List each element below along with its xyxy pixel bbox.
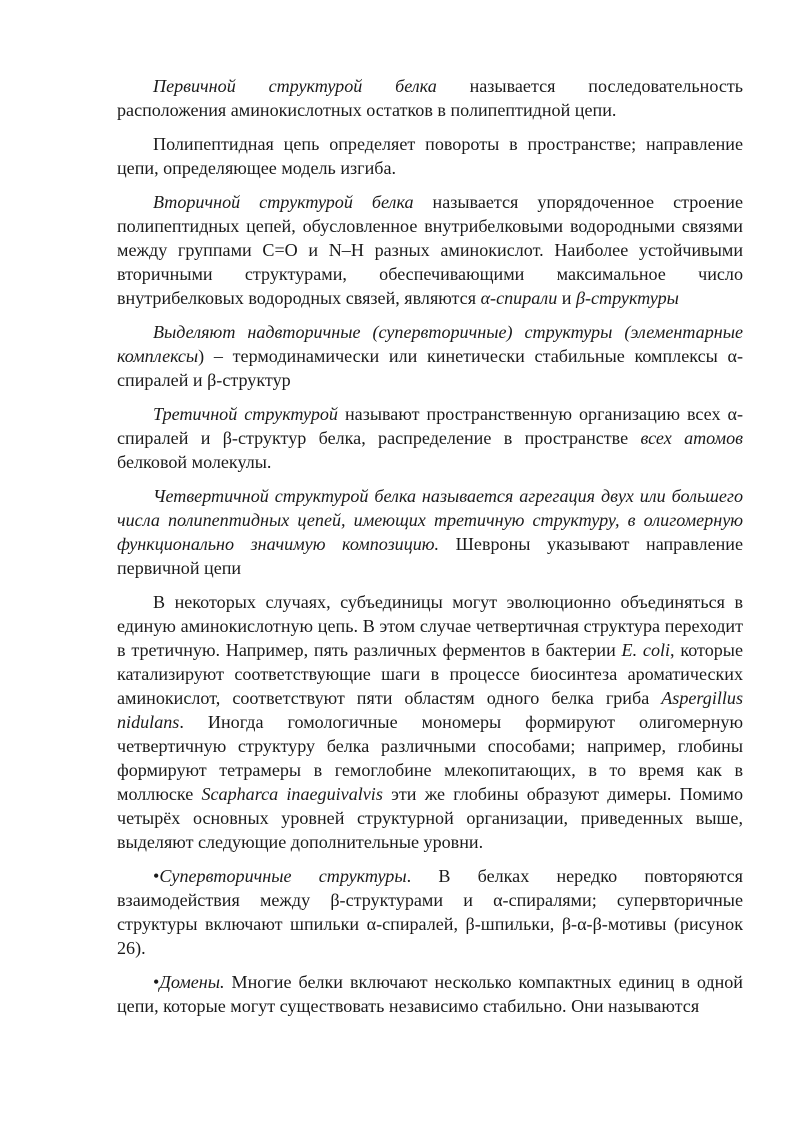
paragraph-subunits-evolution xyxy=(117,590,743,854)
text-run: В некоторых случаях, субъединицы могут эволюционно объединяться в единую аминокислотную цепь. В этом случае четвертичная структура переходит в третичную. Например, пять различных ферментов в бактерии xyxy=(117,592,743,660)
text-run: белковой молекулы. xyxy=(117,452,272,472)
text-run: и xyxy=(557,288,576,308)
italic-text-run: Первичной структурой белка xyxy=(153,76,437,96)
text-run: , которые катализируют соответствующие шаги в процессе биосинтеза ароматических аминокислот, соответствуют пяти областям одного белка гриба xyxy=(117,640,743,708)
text-run: Полипептидная цепь определяет повороты в пространстве; направление цепи, определяющее модель изгиба. xyxy=(117,134,743,178)
paragraph-supersecondary xyxy=(117,320,743,392)
paragraph-quaternary-structure xyxy=(117,484,743,580)
italic-text-run: Aspergillus nidulans xyxy=(117,688,743,732)
text-run: называют пространственную организацию всех α-спиралей и β-структур белка, распределение в пространстве xyxy=(117,404,743,448)
text-run: . Иногда гомологичные мономеры формируют олигомерную четвертичную структуру белка различными способами; например, глобины формируют тетрамеры в гемоглобине млекопитающих, в то время как в моллюске xyxy=(117,712,743,804)
italic-text-run: β-структуры xyxy=(575,288,679,308)
italic-text-run: α-спирали xyxy=(480,288,558,308)
italic-text-run: Третичной структурой xyxy=(153,404,338,424)
text-run: Шевроны указывают направление первичной цепи xyxy=(117,534,744,578)
paragraph-chain-turns xyxy=(117,132,743,180)
italic-text-run: Вторичной структурой белка xyxy=(153,192,414,212)
italic-text-run: Четвертичной структурой белка называется агрегация двух или большего числа полипептидных цепей, имеющих третичную структуру, в олигомерную функционально значимую композицию. xyxy=(117,486,743,554)
italic-text-run: Домены. xyxy=(159,972,225,992)
italic-text-run: всех атомов xyxy=(640,428,743,448)
document-page xyxy=(117,74,743,1028)
paragraph-bullet-domains xyxy=(117,970,743,1018)
paragraph-primary-structure xyxy=(117,74,743,122)
paragraph-bullet-supersecondary xyxy=(117,864,743,960)
text-run: • xyxy=(153,972,160,992)
italic-text-run: Scapharca inaeguivalvis xyxy=(201,784,383,804)
paragraph-tertiary-structure xyxy=(117,402,743,474)
text-run: Многие белки включают несколько компактных единиц в одной цепи, которые могут существовать независимо стабильно. Они называются xyxy=(117,972,743,1016)
italic-text-run: Выделяют надвторичные (супервторичные) структуры (элементарные комплексы xyxy=(117,322,743,366)
text-run: • xyxy=(153,866,160,886)
text-run: называется упорядоченное строение полипептидных цепей, обусловленное внутрибелковыми водородными связями между группами С=О и N–H разных аминокислот. Наиболее устойчивыми вторичными структурами, обеспечивающими максимальное число внутрибелковых водородных связей, являются xyxy=(117,192,743,308)
text-run: эти же глобины образуют димеры. Помимо четырёх основных уровней структурной организации, приведенных выше, выделяют следующие дополнительные уровни. xyxy=(117,784,743,852)
text-run: . В белках нередко повторяются взаимодействия между β-структурами и α-спиралями; супервторичные структуры включают шпильки α-спиралей, β-шпильки, β-α-β-мотивы (рисунок 26). xyxy=(117,866,743,958)
text-run: называется последовательность расположения аминокислотных остатков в полипептидной цепи. xyxy=(117,76,744,120)
italic-text-run: E. coli xyxy=(621,640,671,660)
italic-text-run: Супервторичные структуры xyxy=(159,866,407,886)
paragraph-secondary-structure xyxy=(117,190,743,310)
text-run: ) – термодинамически или кинетически стабильные комплексы α-спиралей и β-структур xyxy=(117,346,743,390)
